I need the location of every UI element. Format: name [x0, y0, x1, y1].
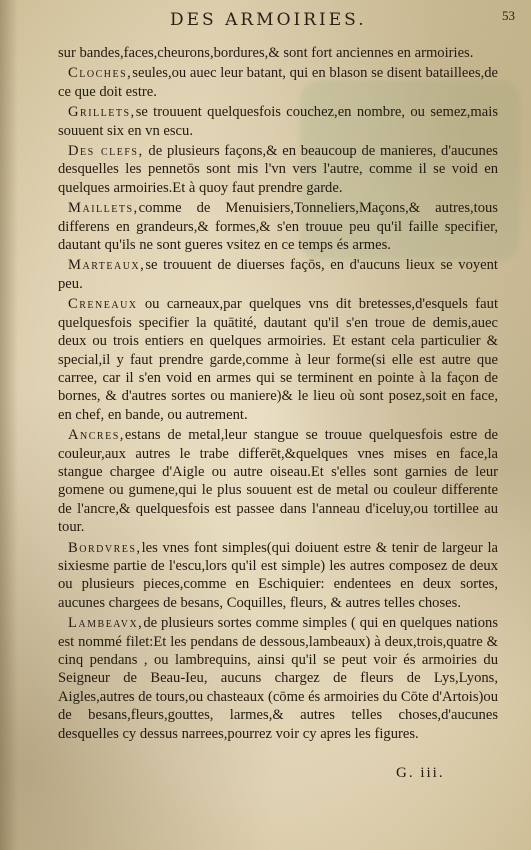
- paragraph-continuation: [58, 44, 498, 62]
- paragraph-text: sur bandes,faces,cheurons,bordures,& sont fort anciennes en armoiries.: [58, 45, 474, 61]
- paragraph-cloches: [58, 64, 498, 101]
- signature-mark: G. iii.: [396, 765, 445, 781]
- paragraph-text: de plusieurs sortes comme simples ( qui en quelques nations est nommé filet:Et les pendans de dessous,lambeaux) à deux,trois,quatre & cinq pendans , ou lambrequins, ainsi qu'il se peut voir és armoiries du Seigneur de Beau-Ieu, aucuns chargez de fleurs de Lys,Lyons, Aigles,autres de tours,ou chasteaux (cōme és armoiries du Cōte d'Artois)ou de besans,fleurs,gouttes, larmes,& autres telles choses,d'aucunes desquelles cy dessus narrees,pourrez voir cy apres les figures.: [58, 615, 498, 742]
- paragraph-text: de plusieurs façons,& en beaucoup de manieres, d'aucunes desquelles les pennetōs sont mis l'vn vers l'autre, comme il se void en quelques armoiries.Et à quoy faut prendre garde.: [58, 143, 498, 196]
- paragraph-text: estans de metal,leur stangue se trouue quelquesfois estre de couleur,aux autres le trabe differēt,&quelques vnes mises en face,la stangue chargee d'Aigle ou autre oiseau.Et s'elles sont garnies de leur gomene ou gumene,qui le plus souuent est de metal ou couleur differente de l'ancre,& quelquesfois est passee dans l'anneau d'iceluy,ou tortillee au tour.: [58, 427, 498, 536]
- paragraph-grillets: [58, 103, 498, 140]
- paragraph-maillets: [58, 199, 498, 254]
- body-text: [58, 44, 498, 745]
- page-gutter-shadow: [0, 0, 18, 850]
- paragraph-keyword: Cloches,: [68, 65, 133, 82]
- paragraph-text: se trouuent de diuerses façōs, en d'aucuns lieux se voyent peu.: [58, 257, 498, 292]
- paragraph-keyword: Ancres,: [68, 427, 125, 444]
- paragraph-creneaux: [58, 295, 498, 424]
- paragraph-marteaux: [58, 256, 498, 293]
- paragraph-text: se trouuent quelquesfois couchez,en nombre, ou semez,mais souuent six en vn escu.: [58, 104, 498, 139]
- paragraph-keyword: Des clefs,: [68, 143, 144, 160]
- paragraph-keyword: Grillets,: [68, 104, 136, 121]
- paragraph-text: comme de Menuisiers,Tonneliers,Maçons,& autres,tous differens en grandeurs,& formes,& s'en trouue peu qu'il faille specifier, dautant qu'ils ne sont gueres vsitez en ce temps és armes.: [58, 200, 498, 254]
- paragraph-keyword: Lambeavx,: [68, 615, 144, 632]
- page-number: 53: [502, 8, 515, 23]
- paragraph-keyword: Marteaux,: [68, 257, 146, 274]
- paragraph-lambeaux: [58, 614, 498, 743]
- paragraph-keyword: Bordvres,: [68, 539, 142, 556]
- paragraph-clefs: [58, 142, 498, 197]
- paragraph-keyword: Creneaux: [68, 296, 138, 313]
- running-title: DES ARMOIRIES.: [170, 10, 367, 30]
- paragraph-bordures: [58, 539, 498, 613]
- paragraph-text: seules,ou auec leur batant, qui en blason se disent bataillees,de ce que doit estre.: [58, 65, 498, 100]
- paragraph-text: ou carneaux,par quelques vns dit bretesses,d'esquels faut quelquesfois specifier la quātité, dautant qu'il s'en troue de demis,auec deux ou trois entiers en quelques armoiries. Et estant cela particulier & special,il y faut prendre garde,comme à leur forme(si elle est autre que carree, car il s'en void en armes qui se terminent en pointe à la façon de bornes, & d'autres sortes ou maniere)& le lieu où sont posez,soit en face, en chef, en bande, ou autrement.: [58, 296, 498, 423]
- paragraph-ancres: [58, 426, 498, 536]
- paragraph-text: les vnes font simples(qui doiuent estre & tenir de largeur la sixiesme partie de l'escu,lors qu'il est simple) les autres composez de deux ou plusieurs pieces,comme en Eschiquier: endentees en deux sortes, aucunes chargees de besans, Coquilles, fleurs, & autres telles choses.: [58, 539, 498, 611]
- paragraph-keyword: Maillets,: [68, 200, 139, 217]
